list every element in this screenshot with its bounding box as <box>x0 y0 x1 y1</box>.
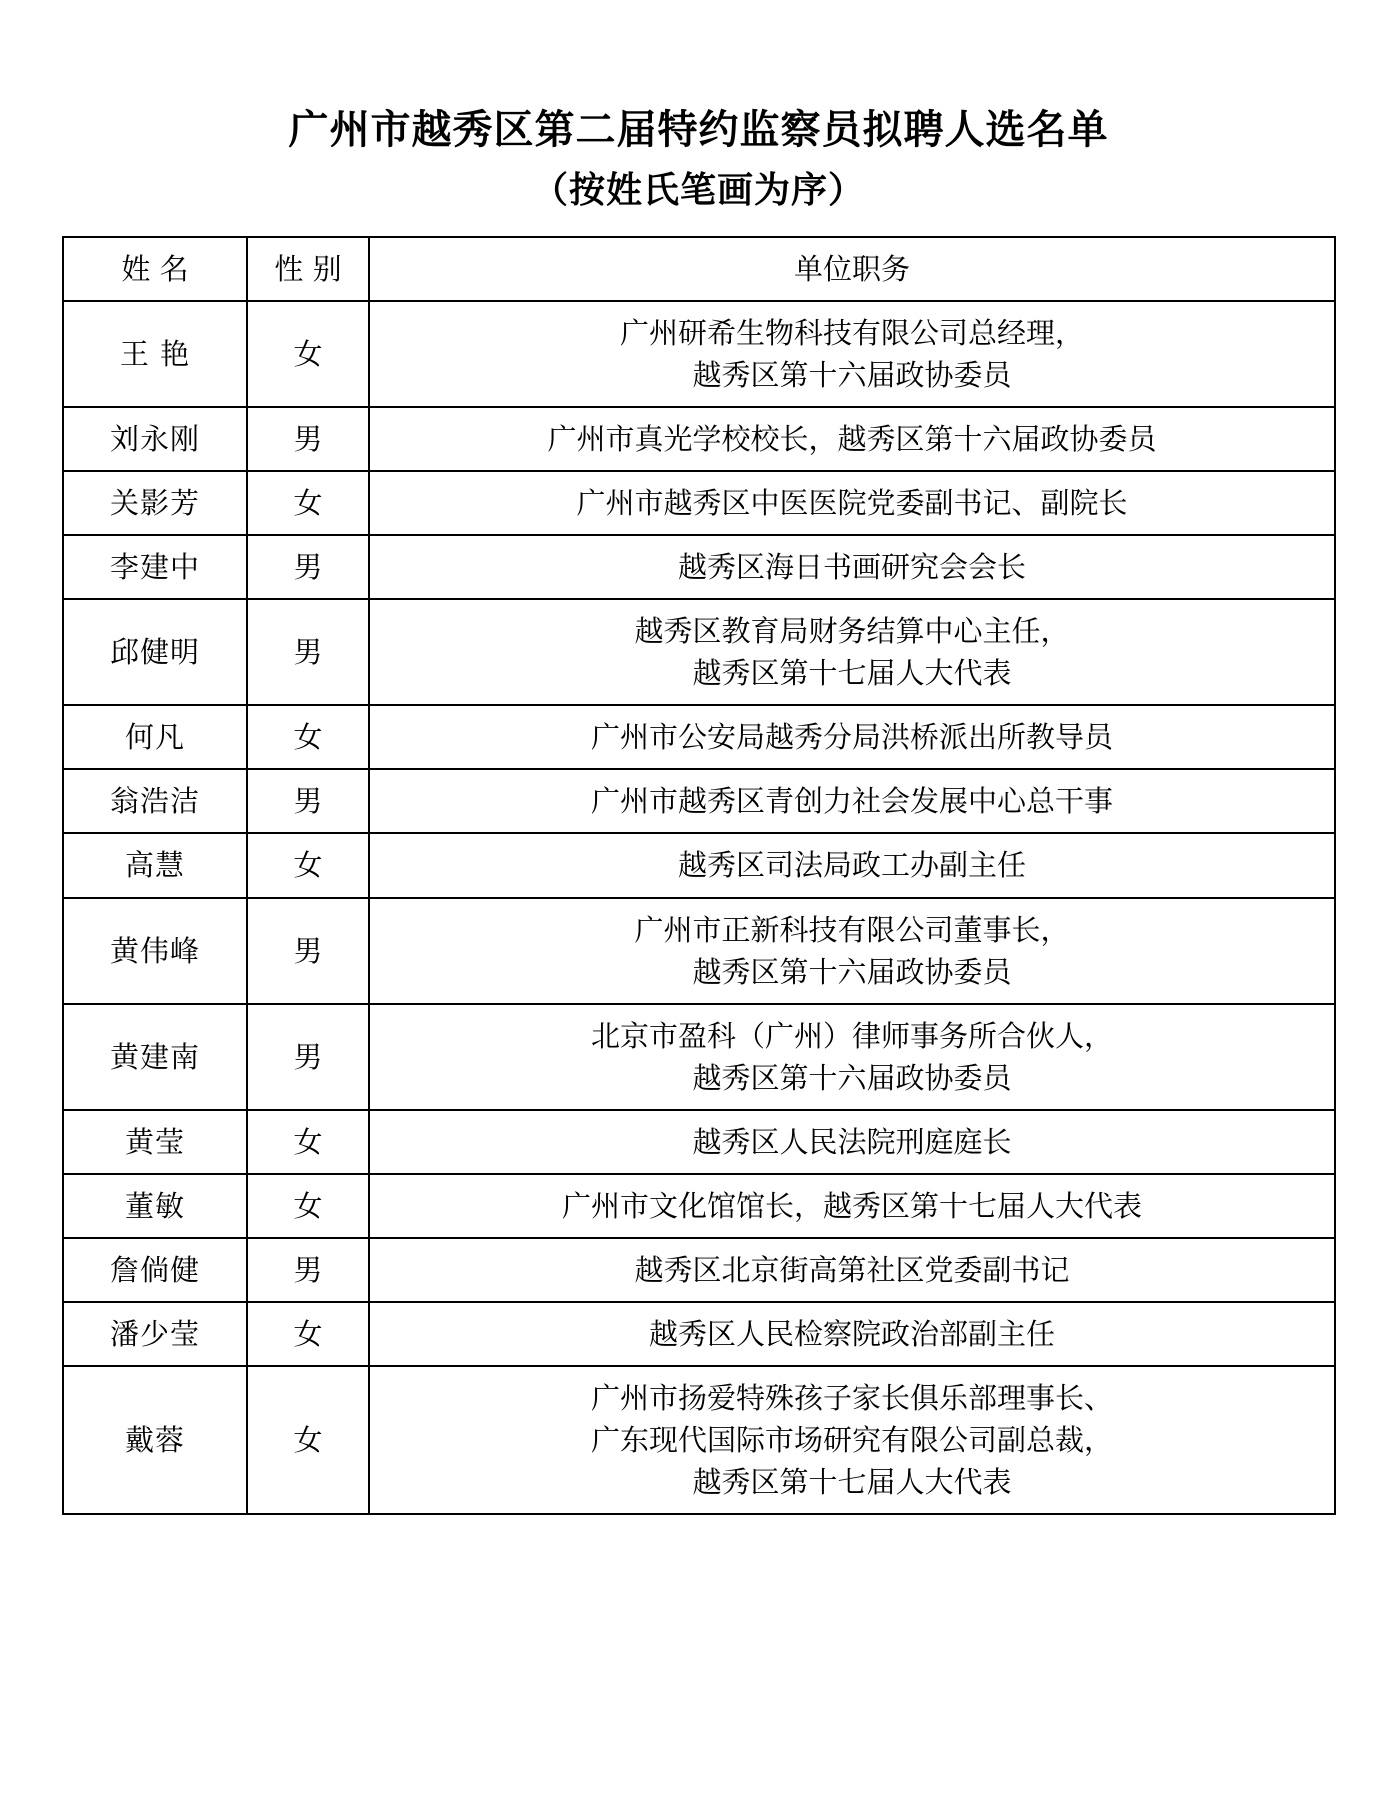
column-header-gender: 性 别 <box>247 237 369 301</box>
cell-gender: 女 <box>247 1110 369 1174</box>
cell-gender: 男 <box>247 898 369 1004</box>
cell-post <box>369 471 1335 535</box>
cell-post <box>369 898 1335 1004</box>
cell-gender: 男 <box>247 599 369 705</box>
table-row <box>63 705 1335 769</box>
cell-post <box>369 1238 1335 1302</box>
column-header-post: 单位职务 <box>369 237 1335 301</box>
cell-post-line: 越秀区海日书画研究会会长 <box>677 550 1026 585</box>
cell-name: 高慧 <box>63 833 247 897</box>
cell-post <box>369 1110 1335 1174</box>
table-row <box>63 535 1335 599</box>
cell-gender: 男 <box>247 407 369 471</box>
table-header <box>63 237 1335 301</box>
table-row <box>63 301 1335 407</box>
cell-gender: 女 <box>247 471 369 535</box>
cell-post-line: 越秀区教育局财务结算中心主任， <box>634 614 1070 649</box>
cell-gender: 男 <box>247 1238 369 1302</box>
cell-name: 王 艳 <box>63 301 247 407</box>
table-row <box>63 407 1335 471</box>
cell-post-line: 广东现代国际市场研究有限公司副总裁， <box>590 1422 1113 1457</box>
table-header-row <box>63 237 1335 301</box>
cell-post-line: 越秀区第十六届政协委员 <box>692 954 1012 989</box>
cell-post <box>369 599 1335 705</box>
cell-post <box>369 1004 1335 1110</box>
cell-post <box>369 833 1335 897</box>
cell-name: 黄建南 <box>63 1004 247 1110</box>
table-row <box>63 1366 1335 1514</box>
roster-table <box>62 236 1336 1515</box>
cell-post-line: 越秀区第十六届政协委员 <box>692 358 1012 393</box>
cell-post-line: 广州市越秀区青创力社会发展中心总干事 <box>590 784 1113 819</box>
cell-post-line: 广州市扬爱特殊孩子家长俱乐部理事长、 <box>590 1380 1113 1415</box>
table-row <box>63 833 1335 897</box>
cell-post-line: 广州市真光学校校长，越秀区第十六届政协委员 <box>547 422 1157 457</box>
cell-post-line: 广州市越秀区中医医院党委副书记、副院长 <box>576 486 1128 521</box>
cell-post-line: 广州市公安局越秀分局洪桥派出所教导员 <box>590 720 1113 755</box>
cell-post-line: 越秀区第十七届人大代表 <box>692 1464 1012 1499</box>
cell-post <box>369 301 1335 407</box>
cell-post-line: 越秀区第十六届政协委员 <box>692 1060 1012 1095</box>
cell-name: 黄莹 <box>63 1110 247 1174</box>
cell-name: 邱健明 <box>63 599 247 705</box>
column-header-name: 姓 名 <box>63 237 247 301</box>
table-row <box>63 769 1335 833</box>
cell-gender: 男 <box>247 1004 369 1110</box>
cell-gender: 女 <box>247 833 369 897</box>
cell-post <box>369 1302 1335 1366</box>
table-row <box>63 471 1335 535</box>
cell-name: 刘永刚 <box>63 407 247 471</box>
cell-post-line: 越秀区人民检察院政治部副主任 <box>648 1316 1055 1351</box>
cell-post <box>369 407 1335 471</box>
cell-post <box>369 769 1335 833</box>
table-row <box>63 1302 1335 1366</box>
cell-post-line: 广州市正新科技有限公司董事长， <box>634 912 1070 947</box>
cell-name: 潘少莹 <box>63 1302 247 1366</box>
table-row <box>63 599 1335 705</box>
cell-post-line: 越秀区人民法院刑庭庭长 <box>692 1124 1012 1159</box>
cell-post <box>369 1174 1335 1238</box>
page-subtitle: （按姓氏笔画为序） <box>531 170 865 211</box>
cell-post-line: 北京市盈科（广州）律师事务所合伙人， <box>590 1018 1113 1053</box>
table-row <box>63 1174 1335 1238</box>
cell-gender: 女 <box>247 301 369 407</box>
cell-post-line: 广州研希生物科技有限公司总经理， <box>619 316 1084 351</box>
table-row <box>63 1004 1335 1110</box>
page-title: 广州市越秀区第二届特约监察员拟聘人选名单 <box>288 107 1109 153</box>
cell-gender: 女 <box>247 1174 369 1238</box>
table-row <box>63 898 1335 1004</box>
cell-name: 李建中 <box>63 535 247 599</box>
cell-name: 董敏 <box>63 1174 247 1238</box>
table-row <box>63 1238 1335 1302</box>
cell-gender: 女 <box>247 1366 369 1514</box>
cell-name: 戴蓉 <box>63 1366 247 1514</box>
cell-name: 何凡 <box>63 705 247 769</box>
cell-name: 关影芳 <box>63 471 247 535</box>
cell-post-line: 广州市文化馆馆长，越秀区第十七届人大代表 <box>561 1188 1142 1223</box>
cell-name: 黄伟峰 <box>63 898 247 1004</box>
cell-post <box>369 535 1335 599</box>
cell-gender: 男 <box>247 769 369 833</box>
cell-gender: 女 <box>247 705 369 769</box>
cell-name: 詹倘健 <box>63 1238 247 1302</box>
table-row <box>63 1110 1335 1174</box>
cell-post-line: 越秀区第十七届人大代表 <box>692 656 1012 691</box>
cell-post-line: 越秀区司法局政工办副主任 <box>677 848 1026 883</box>
cell-post <box>369 705 1335 769</box>
cell-name: 翁浩洁 <box>63 769 247 833</box>
cell-gender: 男 <box>247 535 369 599</box>
table-body <box>63 301 1335 1514</box>
cell-post <box>369 1366 1335 1514</box>
cell-post-line: 越秀区北京街高第社区党委副书记 <box>634 1252 1070 1287</box>
cell-gender: 女 <box>247 1302 369 1366</box>
